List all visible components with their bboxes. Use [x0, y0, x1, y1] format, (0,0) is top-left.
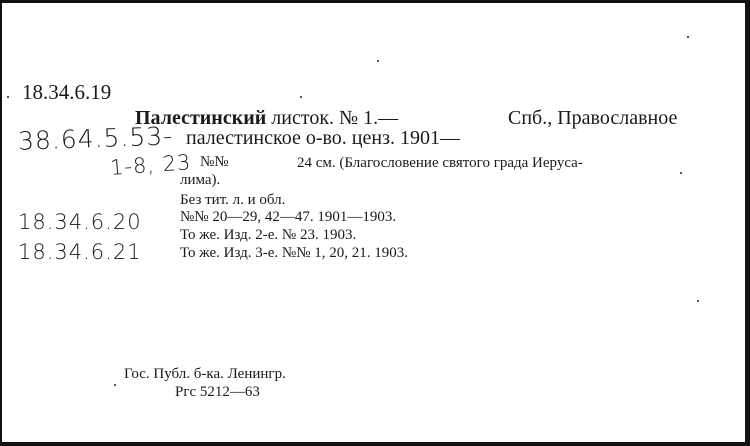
handwritten-number-1: 38.64.5.53-	[17, 121, 174, 156]
holdings-line: №№ 20—29, 42—47. 1901—1903.	[180, 209, 397, 225]
scan-edge-top	[0, 0, 750, 3]
scan-speck	[680, 172, 682, 174]
scan-speck	[114, 384, 116, 386]
handwritten-number-2: 1-8, 23	[109, 150, 193, 180]
scan-speck	[697, 300, 699, 302]
scan-edge-left	[0, 0, 2, 446]
size-line: 24 см. (Благословение святого града Иеруса-	[297, 155, 583, 171]
note-line: Без тит. л. и обл.	[180, 192, 286, 208]
title-rest: листок. № 1.—	[266, 107, 399, 129]
title-bold: Палестинский	[135, 107, 267, 129]
issue-marks: №№	[200, 154, 229, 170]
society-line: палестинское о-во. ценз. 1901—	[186, 127, 460, 149]
publisher-line: Спб., Православное	[508, 107, 678, 129]
library-line: Гос. Публ. б-ка. Ленингр.	[124, 366, 286, 382]
scan-edge-bottom	[0, 442, 750, 446]
edition-2-line: То же. Изд. 2-е. № 23. 1903.	[180, 227, 357, 243]
handwritten-number-3: 18.34.6.20	[18, 210, 142, 234]
library-code: Ргс 5212—63	[175, 384, 260, 400]
handwritten-number-4: 18.34.6.21	[18, 240, 142, 264]
edition-3-line: То же. Изд. 3-е. №№ 1, 20, 21. 1903.	[180, 245, 409, 261]
scan-speck	[687, 36, 689, 38]
scan-speck	[300, 96, 302, 98]
scan-speck	[377, 60, 379, 62]
call-number-top: 18.34.6.19	[22, 80, 112, 104]
scan-edge-right	[745, 0, 750, 446]
size-line-cont: лима).	[180, 172, 221, 188]
scan-speck	[7, 96, 9, 98]
